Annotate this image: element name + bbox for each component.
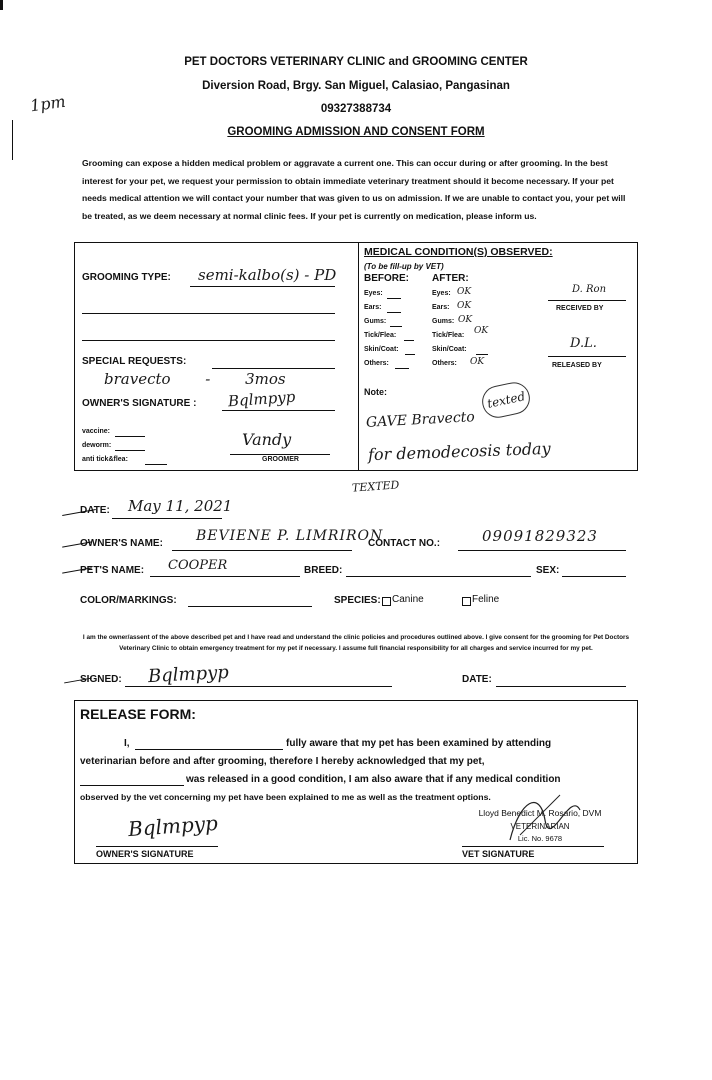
tick-flea-label: anti tick&flea: — [82, 456, 128, 463]
margin-note: 1pm — [28, 91, 67, 116]
note-line-1: GAVE Bravecto — [365, 409, 476, 431]
medical-title: MEDICAL CONDITION(S) OBSERVED: — [364, 246, 553, 258]
grooming-type-value: semi-kalbo(s) - PD — [198, 266, 337, 284]
consent-paragraph: I am the owner/assent of the above described pet and I have read and understand the clinic policies and procedures outlined above. I give consent for the grooming for Pet Doctors Veterinary Clinic to obtain emergency treatment for my pet if necessary. I assume full financial responsibility for all charges and service incurred for my pet. — [82, 634, 630, 652]
grooming-blank-line-1 — [82, 313, 335, 314]
species-label: SPECIES: — [334, 595, 381, 606]
special-requests-line — [212, 368, 335, 369]
before-gums: Gums: — [364, 318, 387, 325]
clinic-address: Diversion Road, Brgy. San Miguel, Calasiao, Pangasinan — [202, 80, 510, 92]
special-requests-value: bravecto - 3mos — [104, 370, 286, 388]
canine-label: Canine — [392, 594, 424, 605]
feline-checkbox[interactable] — [462, 597, 471, 606]
release-text-2: veterinarian before and after grooming, therefore I hereby acknowledged that my pet, — [80, 756, 485, 767]
date-line — [112, 518, 222, 519]
feline-label: Feline — [472, 594, 500, 605]
after-eyes: Eyes: — [432, 290, 451, 297]
sex-label: SEX: — [536, 565, 560, 576]
received-by-value: D. Ron — [572, 284, 607, 295]
after-gums: Gums: — [432, 318, 455, 325]
medical-subtitle: (To be fill-up by VET) — [364, 262, 444, 271]
vet-signature-label: VET SIGNATURE — [462, 849, 535, 859]
received-by-label: RECEIVED BY — [556, 305, 604, 312]
release-text-1: fully aware that my pet has been examined by attending — [286, 738, 552, 749]
after-eyes-value: OK — [457, 287, 472, 297]
pet-name-label: PET'S NAME: — [80, 565, 145, 576]
special-requests-label: SPECIAL REQUESTS: — [82, 356, 187, 367]
texted-note: TEXTED — [351, 478, 400, 495]
received-by-line — [548, 300, 626, 301]
before-label: BEFORE: — [364, 273, 409, 284]
grooming-blank-line-2 — [82, 340, 335, 341]
color-markings-line — [188, 606, 312, 607]
before-gums-line — [390, 326, 402, 327]
deworm-label: deworm: — [82, 442, 112, 449]
tick-flea-line — [145, 464, 167, 465]
released-by-value: D.L. — [570, 336, 597, 351]
before-eyes: Eyes: — [364, 290, 383, 297]
after-gums-value: OK — [458, 315, 473, 325]
owner-name-line — [172, 550, 352, 551]
release-text-3: was released in a good condition, I am also aware that if any medical condition — [186, 774, 561, 785]
released-by-label: RELEASED BY — [552, 362, 602, 369]
sex-line — [562, 576, 626, 577]
after-others: Others: — [432, 360, 457, 367]
owner-signature-label: OWNER'S SIGNATURE : — [82, 398, 197, 409]
before-ears-line — [387, 312, 401, 313]
form-title: GROOMING ADMISSION AND CONSENT FORM — [227, 126, 485, 138]
grooming-type-label: GROOMING TYPE: — [82, 272, 171, 283]
note-line-2: for demodecosis today — [367, 438, 551, 465]
date2-label: DATE: — [462, 674, 492, 685]
before-skin-coat-line — [405, 354, 415, 355]
before-tick-flea-line — [404, 340, 414, 341]
signed-label: SIGNED: — [80, 674, 122, 685]
pet-name-value: COOPER — [168, 558, 228, 573]
before-others-line — [395, 368, 409, 369]
pet-name-line — [150, 576, 300, 577]
before-tick-flea: Tick/Flea: — [364, 332, 397, 339]
vet-license: Lic. No. 9678 — [517, 834, 563, 843]
date-value: May 11, 2021 — [128, 497, 233, 515]
note-stamp: texted — [479, 379, 533, 420]
owner-name-value: BEVIENE P. LIMRIRON — [196, 528, 384, 544]
after-label: AFTER: — [432, 273, 469, 284]
note-label: Note: — [364, 387, 387, 397]
vet-title: VETERINARIAN — [510, 822, 570, 831]
after-tick-flea-value: OK — [474, 326, 489, 336]
vaccine-label: vaccine: — [82, 428, 111, 435]
breed-label: BREED: — [304, 565, 343, 576]
owner-name-label: OWNER'S NAME: — [80, 538, 163, 549]
release-text-i: I, — [124, 738, 130, 749]
release-name-line — [135, 749, 283, 750]
release-text-4: observed by the vet concerning my pet have been explained to me as well as the treatment options. — [80, 792, 491, 802]
groomer-line — [230, 454, 330, 455]
released-by-line — [548, 356, 626, 357]
release-owner-signature-label: OWNER'S SIGNATURE — [96, 849, 194, 859]
groomer-label: GROOMER — [262, 456, 299, 463]
release-title: RELEASE FORM: — [80, 706, 196, 722]
release-pet-line — [80, 785, 184, 786]
date-label: DATE: — [80, 505, 110, 516]
vaccine-line — [115, 436, 145, 437]
before-skin-coat: Skin/Coat: — [364, 346, 399, 353]
after-skin-coat: Skin/Coat: — [432, 346, 467, 353]
grooming-type-line — [190, 286, 335, 287]
admission-divider — [358, 242, 359, 471]
after-ears-value: OK — [457, 301, 472, 311]
contact-label: CONTACT NO.: — [368, 538, 441, 549]
contact-line — [458, 550, 626, 551]
owner-signature-value: Bqlmpyp — [227, 387, 296, 411]
canine-checkbox[interactable] — [382, 597, 391, 606]
deworm-line — [115, 450, 145, 451]
after-ears: Ears: — [432, 304, 450, 311]
clinic-phone: 09327388734 — [320, 103, 392, 115]
date2-line — [496, 686, 626, 687]
release-owner-signature-value: Bqlmpyp — [127, 810, 219, 842]
margin-mark — [0, 0, 3, 10]
release-owner-signature-line — [96, 846, 218, 847]
signed-value: Bqlmpyp — [147, 661, 230, 688]
before-others: Others: — [364, 360, 389, 367]
after-tick-flea: Tick/Flea: — [432, 332, 465, 339]
before-ears: Ears: — [364, 304, 382, 311]
color-markings-label: COLOR/MARKINGS: — [80, 595, 177, 606]
after-skin-coat-line — [476, 354, 488, 355]
intro-paragraph: Grooming can expose a hidden medical problem or aggravate a current one. This can occur during or after grooming. In the best interest for your pet, we request your permission to obtain immediate veterinary treatment should it become necessary. If your pet needs medical attention we will contact your number that was given to us on admission. If we are unable to contact you, your pet will be treated, as we deem necessary at normal clinic fees. If your pet is currently on medication, please inform us. — [82, 158, 626, 221]
groomer-value: Vandy — [242, 430, 292, 449]
breed-line — [346, 576, 531, 577]
vet-name: Lloyd Benedict M. Rosario, DVM — [478, 808, 602, 818]
contact-value: 09091829323 — [482, 527, 598, 545]
vet-signature-scribble — [500, 780, 590, 850]
clinic-name: PET DOCTORS VETERINARY CLINIC and GROOMING CENTER — [184, 56, 528, 68]
owner-signature-line — [222, 410, 335, 411]
before-eyes-line — [387, 298, 401, 299]
after-others-value: OK — [470, 357, 485, 367]
